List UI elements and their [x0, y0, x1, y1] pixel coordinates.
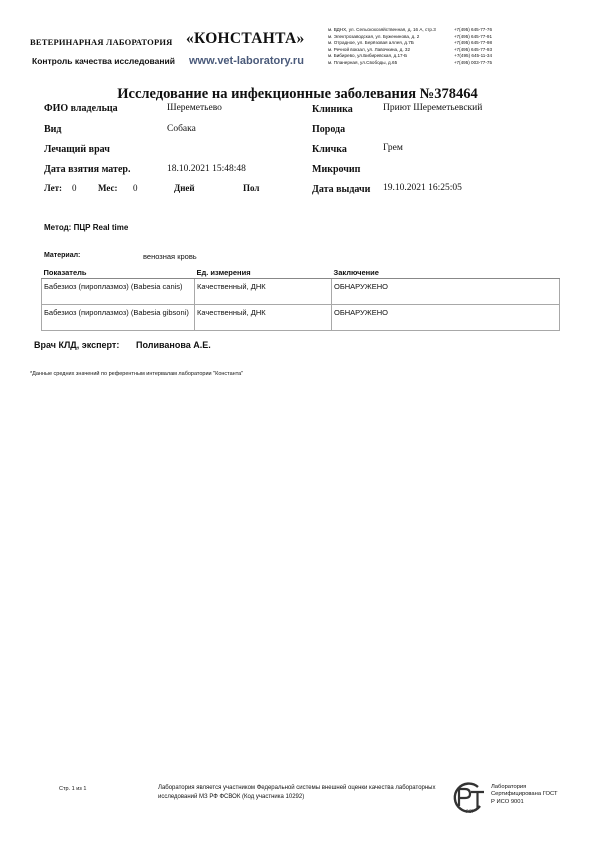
lab-subtitle: Контроль качества исследований — [32, 56, 175, 66]
phone-text: +7(495) 645-11-34 — [454, 53, 492, 59]
phone-text: +7(495) 645-77-98 — [453, 40, 492, 46]
issue-date-value: 19.10.2021 16:25:05 — [383, 183, 462, 193]
years-value: 0 — [72, 183, 77, 193]
chip-label: Микрочип — [312, 164, 361, 175]
sex-label: Пол — [243, 183, 260, 193]
column-header-conclusion: Заключение — [332, 266, 560, 279]
doctor-label: Врач КЛД, эксперт: — [34, 340, 120, 350]
phone-text: +7(495) 645-77-76 — [453, 27, 492, 32]
address-row — [328, 60, 492, 67]
sample-date-value: 18.10.2021 15:48:48 — [167, 164, 246, 174]
nickname-label: Кличка — [312, 144, 347, 155]
phone-text: +7(495) 003-77-75 — [453, 59, 492, 65]
owner-value: Шереметьево — [167, 103, 222, 113]
certification-logo — [450, 780, 490, 819]
address-text: м. Планерная, ул.Свободы, д.65 — [328, 59, 398, 65]
certification-text: Лаборатория Сертифицирована ГОСТ Р ИСО 9001 — [491, 784, 558, 805]
lab-name: «КОНСТАНТА» — [186, 30, 305, 47]
address-text: м. Речной вокзал, ул. Лавочкина, д. 32 — [328, 46, 410, 52]
footnote: *Данные средних значений по референтным интервалам лаборатории "Константа" — [30, 371, 244, 377]
fsvok-notice: Лаборатория является участником Федеральной системы внешней оценки качества лабораторных исследований МЗ РФ ФСВОК (Код участника 10292) — [158, 785, 436, 800]
clinic-value: Приют Шереметьевский — [383, 103, 483, 113]
address-row — [328, 47, 492, 54]
column-header-indicator: Показатель — [42, 266, 195, 279]
rst-cert-icon — [450, 780, 490, 814]
days-label: Дней — [174, 183, 195, 193]
address-text: м. ВДНХ, ул. Сельскохозяйственная, д. 16 А, стр.3 — [328, 27, 436, 32]
months-value: 0 — [133, 183, 138, 193]
document-title: Исследование на инфекционные заболевания №378464 — [117, 86, 478, 102]
phone-text: +7(495) 645-77-91 — [453, 33, 492, 39]
address-text: м. Бибирево, ул.Бибиревская, д.17-Б — [328, 53, 408, 59]
months-label: Мес: — [98, 183, 118, 193]
table-row — [42, 305, 560, 331]
address-row — [328, 27, 492, 34]
cert-logo-text: РСТ — [466, 809, 474, 814]
unit-cell: Качественный, ДНК — [195, 279, 332, 305]
breed-label: Порода — [312, 124, 346, 135]
conclusion-cell: ОБНАРУЖЕНО — [332, 279, 560, 305]
address-row — [328, 40, 492, 47]
sample-date-label: Дата взятия матер. — [44, 164, 131, 175]
conclusion-cell: ОБНАРУЖЕНО — [332, 305, 560, 331]
column-header-unit: Ед. измерения — [195, 266, 332, 279]
phone-text: +7(495) 645-77-93 — [453, 46, 492, 52]
issue-date-label: Дата выдачи — [312, 184, 371, 195]
nickname-value: Грем — [383, 143, 403, 153]
lab-website-link[interactable]: www.vet-laboratory.ru — [189, 55, 304, 67]
table-header-row — [42, 266, 560, 279]
lab-prefix: ВЕТЕРИНАРНАЯ ЛАБОРАТОРИЯ — [30, 37, 173, 47]
table-row — [42, 279, 560, 305]
material-label: Материал: — [44, 252, 81, 259]
address-row — [328, 53, 492, 60]
owner-label: ФИО владельца — [44, 103, 118, 114]
material-value: венозная кровь — [143, 252, 197, 261]
species-value: Собака — [167, 124, 196, 134]
address-text: м. Электрозаводская, ул. Буженинова, д. 2 — [328, 33, 420, 39]
address-list — [328, 27, 492, 67]
vet-label: Лечащий врач — [44, 144, 110, 155]
results-table — [41, 266, 560, 331]
indicator-cell: Бабезиоз (пироплазмоз) (Babesia canis) — [42, 279, 195, 305]
doctor-name: Поливанова А.Е. — [136, 340, 211, 350]
unit-cell: Качественный, ДНК — [195, 305, 332, 331]
species-label: Вид — [44, 124, 62, 135]
years-label: Лет: — [44, 183, 63, 193]
page-number: Стр. 1 из 1 — [59, 786, 87, 792]
indicator-cell: Бабезиоз (пироплазмоз) (Babesia gibsoni) — [42, 305, 195, 331]
method-text: Метод: ПЦР Real time — [44, 223, 129, 232]
clinic-label: Клиника — [312, 104, 353, 115]
address-text: м. Отрадное, ул. Берёзовая аллея, д.7Б — [328, 40, 414, 46]
address-row — [328, 34, 492, 41]
